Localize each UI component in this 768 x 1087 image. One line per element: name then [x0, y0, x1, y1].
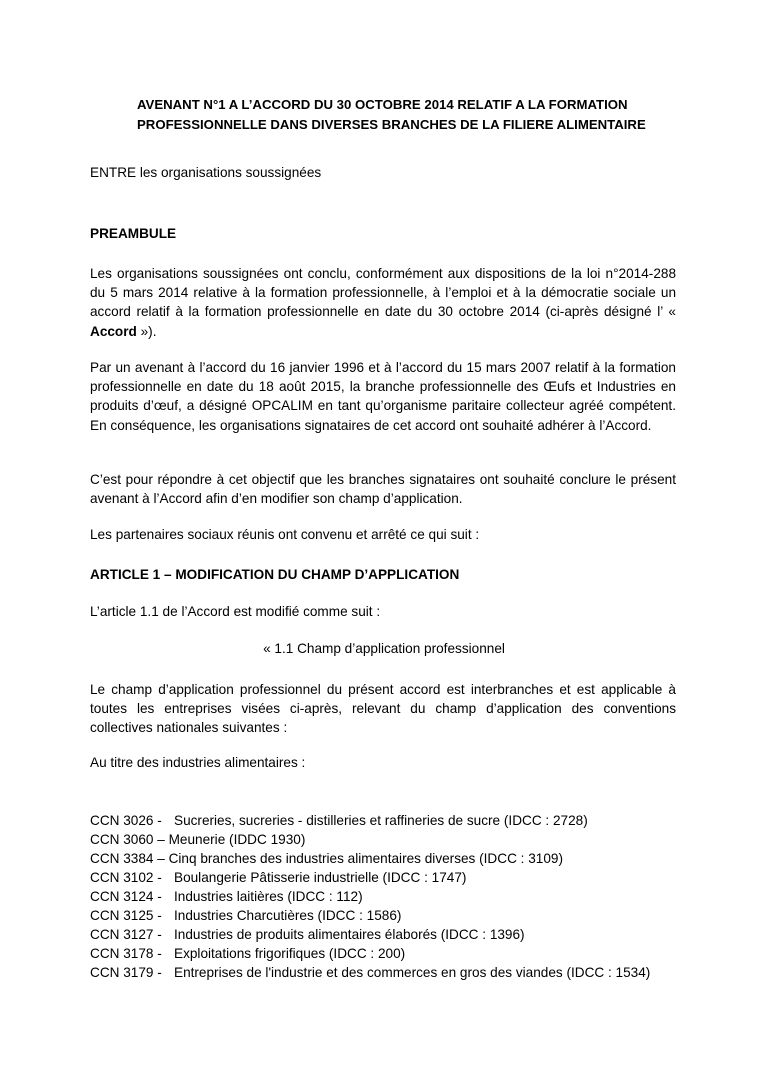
ccn-description: Exploitations frigorifiques (IDCC : 200) — [174, 946, 406, 961]
ccn-item — [90, 849, 563, 868]
title-line-2: PROFESSIONNELLE DANS DIVERSES BRANCHES DE LA FILIERE ALIMENTAIRE — [137, 117, 646, 132]
ccn-description: Industries Charcutières (IDCC : 1586) — [174, 908, 402, 923]
ccn-description: Industries de produits alimentaires élaborés (IDCC : 1396) — [174, 927, 525, 942]
ccn-item — [90, 830, 305, 849]
paragraph-2: Par un avenant à l’accord du 16 janvier 1996 et à l’accord du 15 mars 2007 relatif à la formation professionnelle en date du 18 août 2015, la branche professionnelle des Œufs et Industries en produits d’œuf, a désigné OPCALIM en tant qu’organisme paritaire collecteur agréé compétent. En conséquence, les organisations signataires de cet accord ont souhaité adhérer à l’Accord. — [90, 360, 676, 433]
paragraph-1 — [90, 264, 676, 341]
ccn-description: Industries laitières (IDCC : 112) — [174, 889, 363, 904]
ccn-code: CCN 3127 - — [90, 927, 162, 942]
ccn-description: Sucreries, sucreries - distilleries et raffineries de sucre (IDCC : 2728) — [174, 813, 588, 828]
title-line-1: AVENANT N°1 A L’ACCORD DU 30 OCTOBRE 2014 RELATIF A LA FORMATION — [137, 97, 628, 112]
subsection-title: « 1.1 Champ d’application professionnel — [263, 641, 505, 656]
entre-line: ENTRE les organisations soussignées — [90, 165, 322, 180]
ccn-item — [90, 868, 466, 887]
ccn-code: CCN 3125 - — [90, 908, 162, 923]
paragraph-1-text: Les organisations soussignées ont conclu, conformément aux dispositions de la loi n°2014-288 du 5 mars 2014 relative à la formation professionnelle, à l’emploi et à la démocratie sociale un accord relatif à la formation professionnelle en date du 30 octobre 2014 (ci-après désigné l’ « — [90, 266, 676, 320]
ccn-item — [90, 944, 405, 963]
paragraph-1-end: »). — [136, 323, 157, 339]
ccn-item — [90, 887, 363, 906]
preambule-heading: PREAMBULE — [90, 226, 177, 241]
ccn-item — [90, 906, 401, 925]
paragraph-5: Le champ d’application professionnel du présent accord est interbranches et est applicable à toutes les entreprises visées ci-après, relevant du champ d’application des conventions collectives nationales suivantes : — [90, 682, 676, 736]
accord-term: Accord — [90, 323, 137, 339]
ccn-code: CCN 3178 - — [90, 946, 162, 961]
ccn-item — [90, 811, 588, 830]
ccn-code: CCN 3124 - — [90, 889, 162, 904]
ccn-item — [90, 963, 650, 982]
ccn-description: Cinq branches des industries alimentaires diverses (IDCC : 3109) — [168, 851, 563, 866]
ccn-code: CCN 3026 - — [90, 813, 162, 828]
ccn-description: Meunerie (IDDC 1930) — [168, 832, 306, 847]
ccn-code: CCN 3179 - — [90, 965, 162, 980]
article-1-intro: L’article 1.1 de l’Accord est modifié comme suit : — [90, 604, 381, 619]
article-1-heading: ARTICLE 1 – MODIFICATION DU CHAMP D’APPLICATION — [90, 567, 460, 582]
ccn-code: CCN 3060 – — [90, 832, 165, 847]
ccn-item — [90, 925, 525, 944]
document-title — [137, 95, 697, 135]
ccn-code: CCN 3102 - — [90, 870, 162, 885]
paragraph-3: C’est pour répondre à cet objectif que les branches signataires ont souhaité conclure le présent avenant à l’Accord afin d’en modifier son champ d’application. — [90, 472, 676, 507]
ccn-description: Entreprises de l'industrie et des commerces en gros des viandes (IDCC : 1534) — [174, 965, 651, 980]
paragraph-4: Les partenaires sociaux réunis ont convenu et arrêté ce qui suit : — [90, 527, 480, 542]
ccn-description: Boulangerie Pâtisserie industrielle (IDCC : 1747) — [174, 870, 467, 885]
ccn-code: CCN 3384 – — [90, 851, 165, 866]
industries-heading: Au titre des industries alimentaires : — [90, 755, 306, 770]
